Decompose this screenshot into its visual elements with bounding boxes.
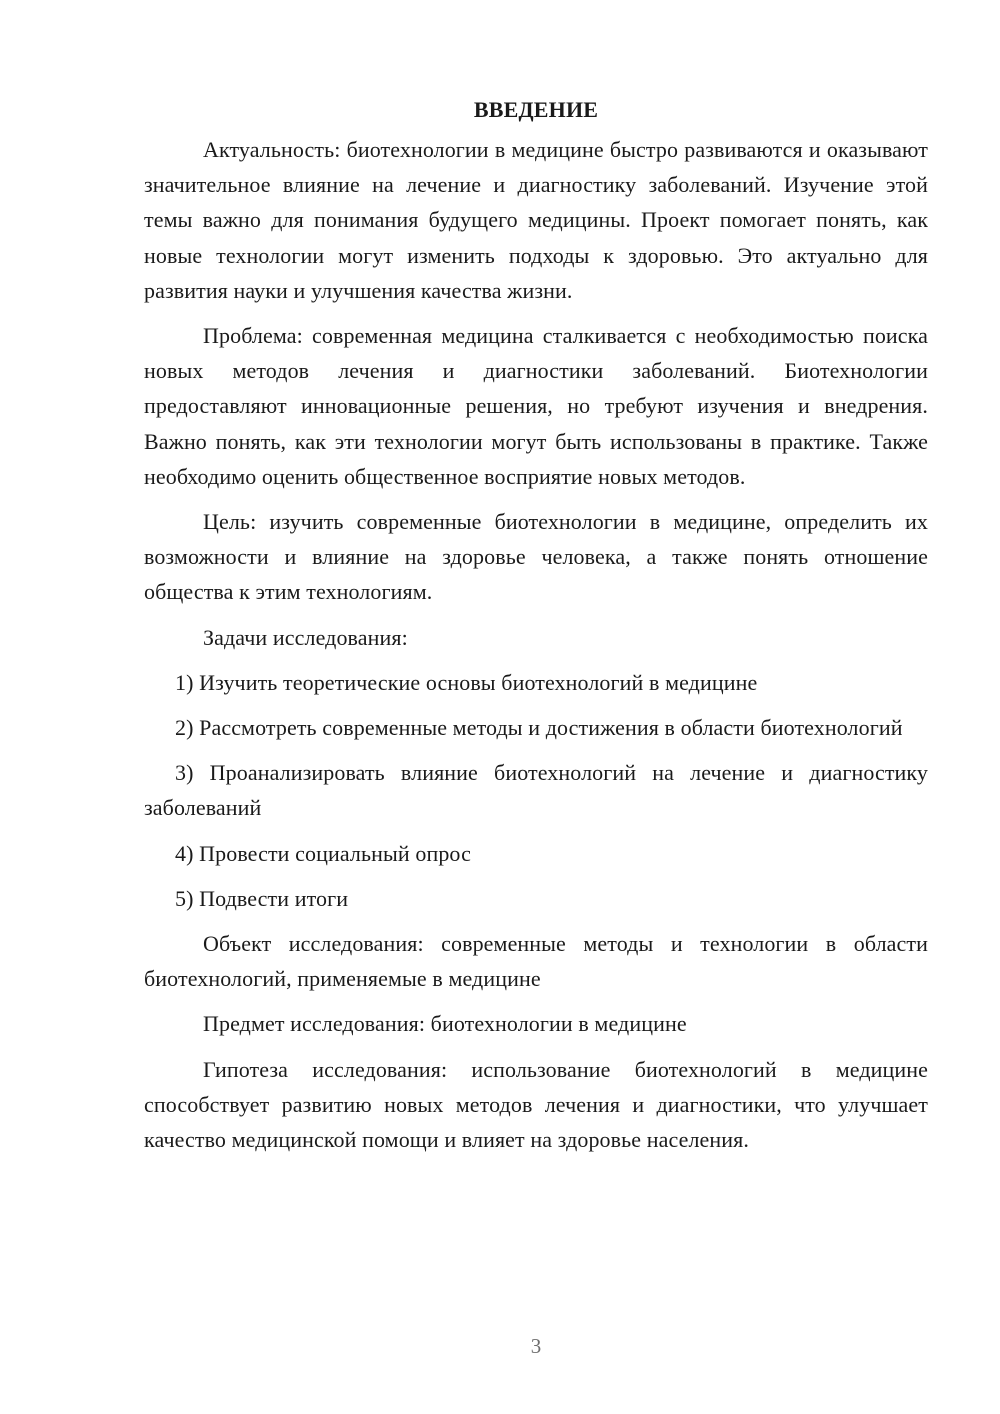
task-item-4: 4) Провести социальный опрос (175, 840, 471, 866)
task-item-3: 3) Проанализировать влияние биотехнологий на лечение и диагностику заболеваний (144, 760, 928, 821)
task-item-1: 1) Изучить теоретические основы биотехнологий в медицине (175, 669, 758, 695)
tasks-heading: Задачи исследования: (203, 624, 408, 650)
page-number: 3 (530, 1334, 542, 1358)
object-paragraph: Объект исследования: современные методы и технологии в области биотехнологий, применяемые в медицине (144, 931, 928, 992)
page-body (144, 92, 928, 1167)
relevance-paragraph: Актуальность: биотехнологии в медицине быстро развиваются и оказывают значительное влияние на лечение и диагностику заболеваний. Изучение этой темы важно для понимания будущего медицины. Проект помогает понять, как новые технологии могут изменить подходы к здоровью. Это актуально для развития науки и улучшения качества жизни. (144, 137, 928, 303)
hypothesis-paragraph: Гипотеза исследования: использование биотехнологий в медицине способствует развитию новых методов лечения и диагностики, что улучшает качество медицинской помощи и влияет на здоровье населения. (144, 1056, 928, 1153)
task-item-2: 2) Рассмотреть современные методы и достижения в области биотехнологий (175, 715, 903, 741)
problem-paragraph: Проблема: современная медицина сталкивается с необходимостью поиска новых методов лечения и диагностики заболеваний. Биотехнологии предоставляют инновационные решения, но требуют изучения и внедрения. Важно понять, как эти технологии могут быть использованы в практике. Также необходимо оценить общественное восприятие новых методов. (144, 323, 928, 489)
task-item-5: 5) Подвести итоги (175, 885, 349, 911)
page-title: ВВЕДЕНИЕ (473, 97, 599, 122)
subject-paragraph: Предмет исследования: биотехнологии в медицине (203, 1011, 687, 1037)
goal-paragraph: Цель: изучить современные биотехнологии в медицине, определить их возможности и влияние на здоровье человека, а также понять отношение общества к этим технологиям. (144, 509, 928, 605)
